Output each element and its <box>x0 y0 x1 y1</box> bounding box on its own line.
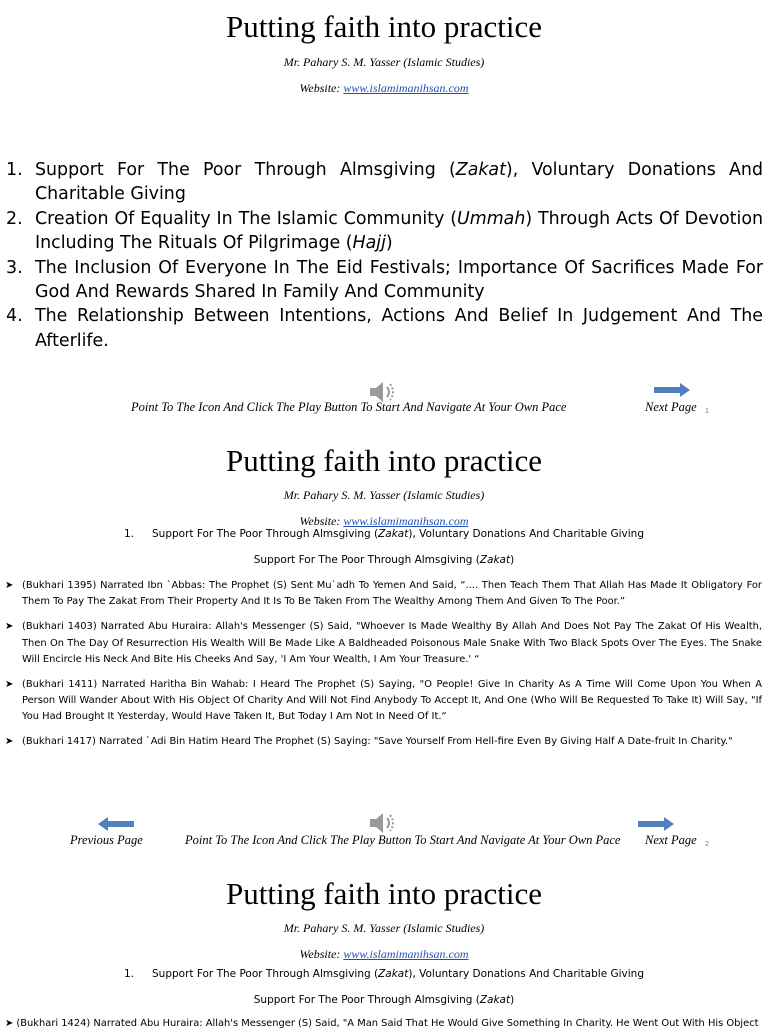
arrowhead-bullet-icon: ➤ <box>5 621 14 633</box>
hadith-text: (Bukhari 1417) Narrated `Adi Bin Hatim Heard The Prophet (S) Saying: "Save Yourself From Hell-fire Even By Giving Half A Date-fruit In Charity." <box>22 736 733 748</box>
section-number: 1. <box>123 968 134 980</box>
section-text: ), Voluntary Donations And Charitable Giving <box>408 528 645 540</box>
section-term: Zakat <box>378 968 409 980</box>
objective-text: ), Voluntary Donations And Charitable Giving <box>35 160 763 205</box>
website-label: Website: <box>299 947 341 961</box>
slide2-website <box>0 514 768 529</box>
hadith-item <box>5 578 762 611</box>
right-arrow-icon[interactable] <box>638 817 674 831</box>
objective-term: Zakat <box>455 160 506 180</box>
slide2-title: Putting faith into practice <box>226 443 542 478</box>
website-link[interactable]: www.islamimanihsan.com <box>343 81 469 95</box>
section-heading <box>0 968 768 980</box>
section-text: Support For The Poor Through Almsgiving ( <box>152 528 379 540</box>
hadith-text: (Bukhari 1411) Narrated Haritha Bin Wahab: I Heard The Prophet (S) Saying, "O People! Give In Charity As A Time Will Come Upon You When A Person Will Wander About With His Object Of Charity And Will Not Find Anybody To Accept It, And One (Who Will Be Requested To Take It) Will Say, "If You Had Brought It Yesterday, Would Have Taken It, But Today I Am Not In Need Of It.“ <box>22 678 762 723</box>
hadith-text: (Bukhari 1403) Narrated Abu Huraira: Allah's Messenger (S) Said, "Whoever Is Made Wealthy By Allah And Does Not Pay The Zakat Of His Wealth, Then On The Day Of Resurrection His Wealth Will Be Made Like A Baldheaded Poisonous Male Snake With Two Black Spots Over The Eyes. The Snake Will Encircle His Neck And Bite His Cheeks And Say, 'I Am Your Wealth, I Am Your Treasure.' “ <box>22 621 762 665</box>
objectives-list <box>6 158 763 353</box>
objective-text: ) <box>385 233 393 254</box>
objective-text: Creation Of Equality In The Islamic Community ( <box>35 208 458 229</box>
objective-item <box>6 158 763 207</box>
hadith-text: (Bukhari 1424) Narrated Abu Huraira: Allah's Messenger (S) Said, "A Man Said That He Would Give Something In Charity. He Went Out With His Object <box>16 1018 759 1029</box>
hadith-item <box>5 734 762 750</box>
page-number: 2 <box>705 841 709 848</box>
objective-term: Hajj <box>352 233 386 254</box>
objective-term: Ummah <box>457 208 526 229</box>
instruction-text: Point To The Icon And Click The Play Button To Start And Navigate At Your Own Pace <box>185 833 621 847</box>
slide1-author: Mr. Pahary S. M. Yasser (Islamic Studies) <box>283 55 485 69</box>
section-subheading <box>0 994 768 1006</box>
website-label: Website: <box>299 81 341 95</box>
objective-item <box>6 304 763 353</box>
hadith-text: (Bukhari 1395) Narrated Ibn `Abbas: The Prophet (S) Sent Mu`adh To Yemen And Said, “.... Then Teach Them That Allah Has Made It Obligatory For Them To Pay The Zakat From Their Property And It Is To Be Taken From The Wealthy Among Them And Given To The Poor.” <box>22 580 762 608</box>
subheading-text: ) <box>510 994 515 1006</box>
subheading-term: Zakat <box>479 994 511 1006</box>
objective-text: ) Through Acts Of Devotion Including The Rituals Of Pilgrimage ( <box>35 208 763 254</box>
hadith-item-partial <box>5 1016 762 1032</box>
slide3-author: Mr. Pahary S. M. Yasser (Islamic Studies) <box>283 921 485 935</box>
objective-item <box>6 207 763 256</box>
website-link[interactable]: www.islamimanihsan.com <box>343 514 469 528</box>
objective-text: The Inclusion Of Everyone In The Eid Festivals; Importance Of Sacrifices Made For God And Rewards Shared In Family And Community <box>35 257 763 303</box>
subheading-text: Support For The Poor Through Almsgiving ( <box>253 554 480 566</box>
section-subheading <box>0 554 768 566</box>
arrowhead-bullet-icon: ➤ <box>5 736 14 748</box>
objective-number: 3. <box>6 257 23 278</box>
subheading-text: ) <box>510 554 515 566</box>
arrowhead-bullet-icon: ➤ <box>5 1018 14 1029</box>
instruction-text: Point To The Icon And Click The Play Button To Start And Navigate At Your Own Pace <box>131 400 567 414</box>
objective-item <box>6 256 763 305</box>
subheading-term: Zakat <box>479 554 511 566</box>
section-term: Zakat <box>378 528 409 540</box>
hadith-item <box>5 619 762 668</box>
website-label: Website: <box>299 514 341 528</box>
slide2-author: Mr. Pahary S. M. Yasser (Islamic Studies) <box>283 488 485 502</box>
objective-number: 2. <box>6 208 23 229</box>
left-arrow-icon[interactable] <box>98 817 134 831</box>
page-number: 1 <box>705 408 709 415</box>
arrowhead-bullet-icon: ➤ <box>5 580 14 591</box>
website-link[interactable]: www.islamimanihsan.com <box>343 947 469 961</box>
slide1-website <box>0 81 768 96</box>
section-text: ), Voluntary Donations And Charitable Giving <box>408 968 645 980</box>
previous-page-link[interactable]: Previous Page <box>70 833 143 847</box>
subheading-text: Support For The Poor Through Almsgiving ( <box>253 994 480 1006</box>
next-page-link[interactable]: Next Page <box>645 833 697 847</box>
slide3-title: Putting faith into practice <box>226 876 542 911</box>
section-number: 1. <box>123 528 134 540</box>
section-heading <box>0 528 768 540</box>
slide1-title: Putting faith into practice <box>226 9 542 44</box>
arrowhead-bullet-icon: ➤ <box>5 678 14 690</box>
objective-text: Support For The Poor Through Almsgiving ( <box>35 160 456 180</box>
hadith-list <box>5 578 762 759</box>
objective-text: The Relationship Between Intentions, Actions And Belief In Judgement And The Afterlife. <box>35 306 763 351</box>
objective-number: 1. <box>6 160 23 180</box>
hadith-item <box>5 677 762 726</box>
slide3-website <box>0 947 768 962</box>
right-arrow-icon[interactable] <box>654 383 690 397</box>
section-text: Support For The Poor Through Almsgiving ( <box>152 968 379 980</box>
objective-number: 4. <box>6 306 23 327</box>
next-page-link[interactable]: Next Page <box>645 400 697 414</box>
